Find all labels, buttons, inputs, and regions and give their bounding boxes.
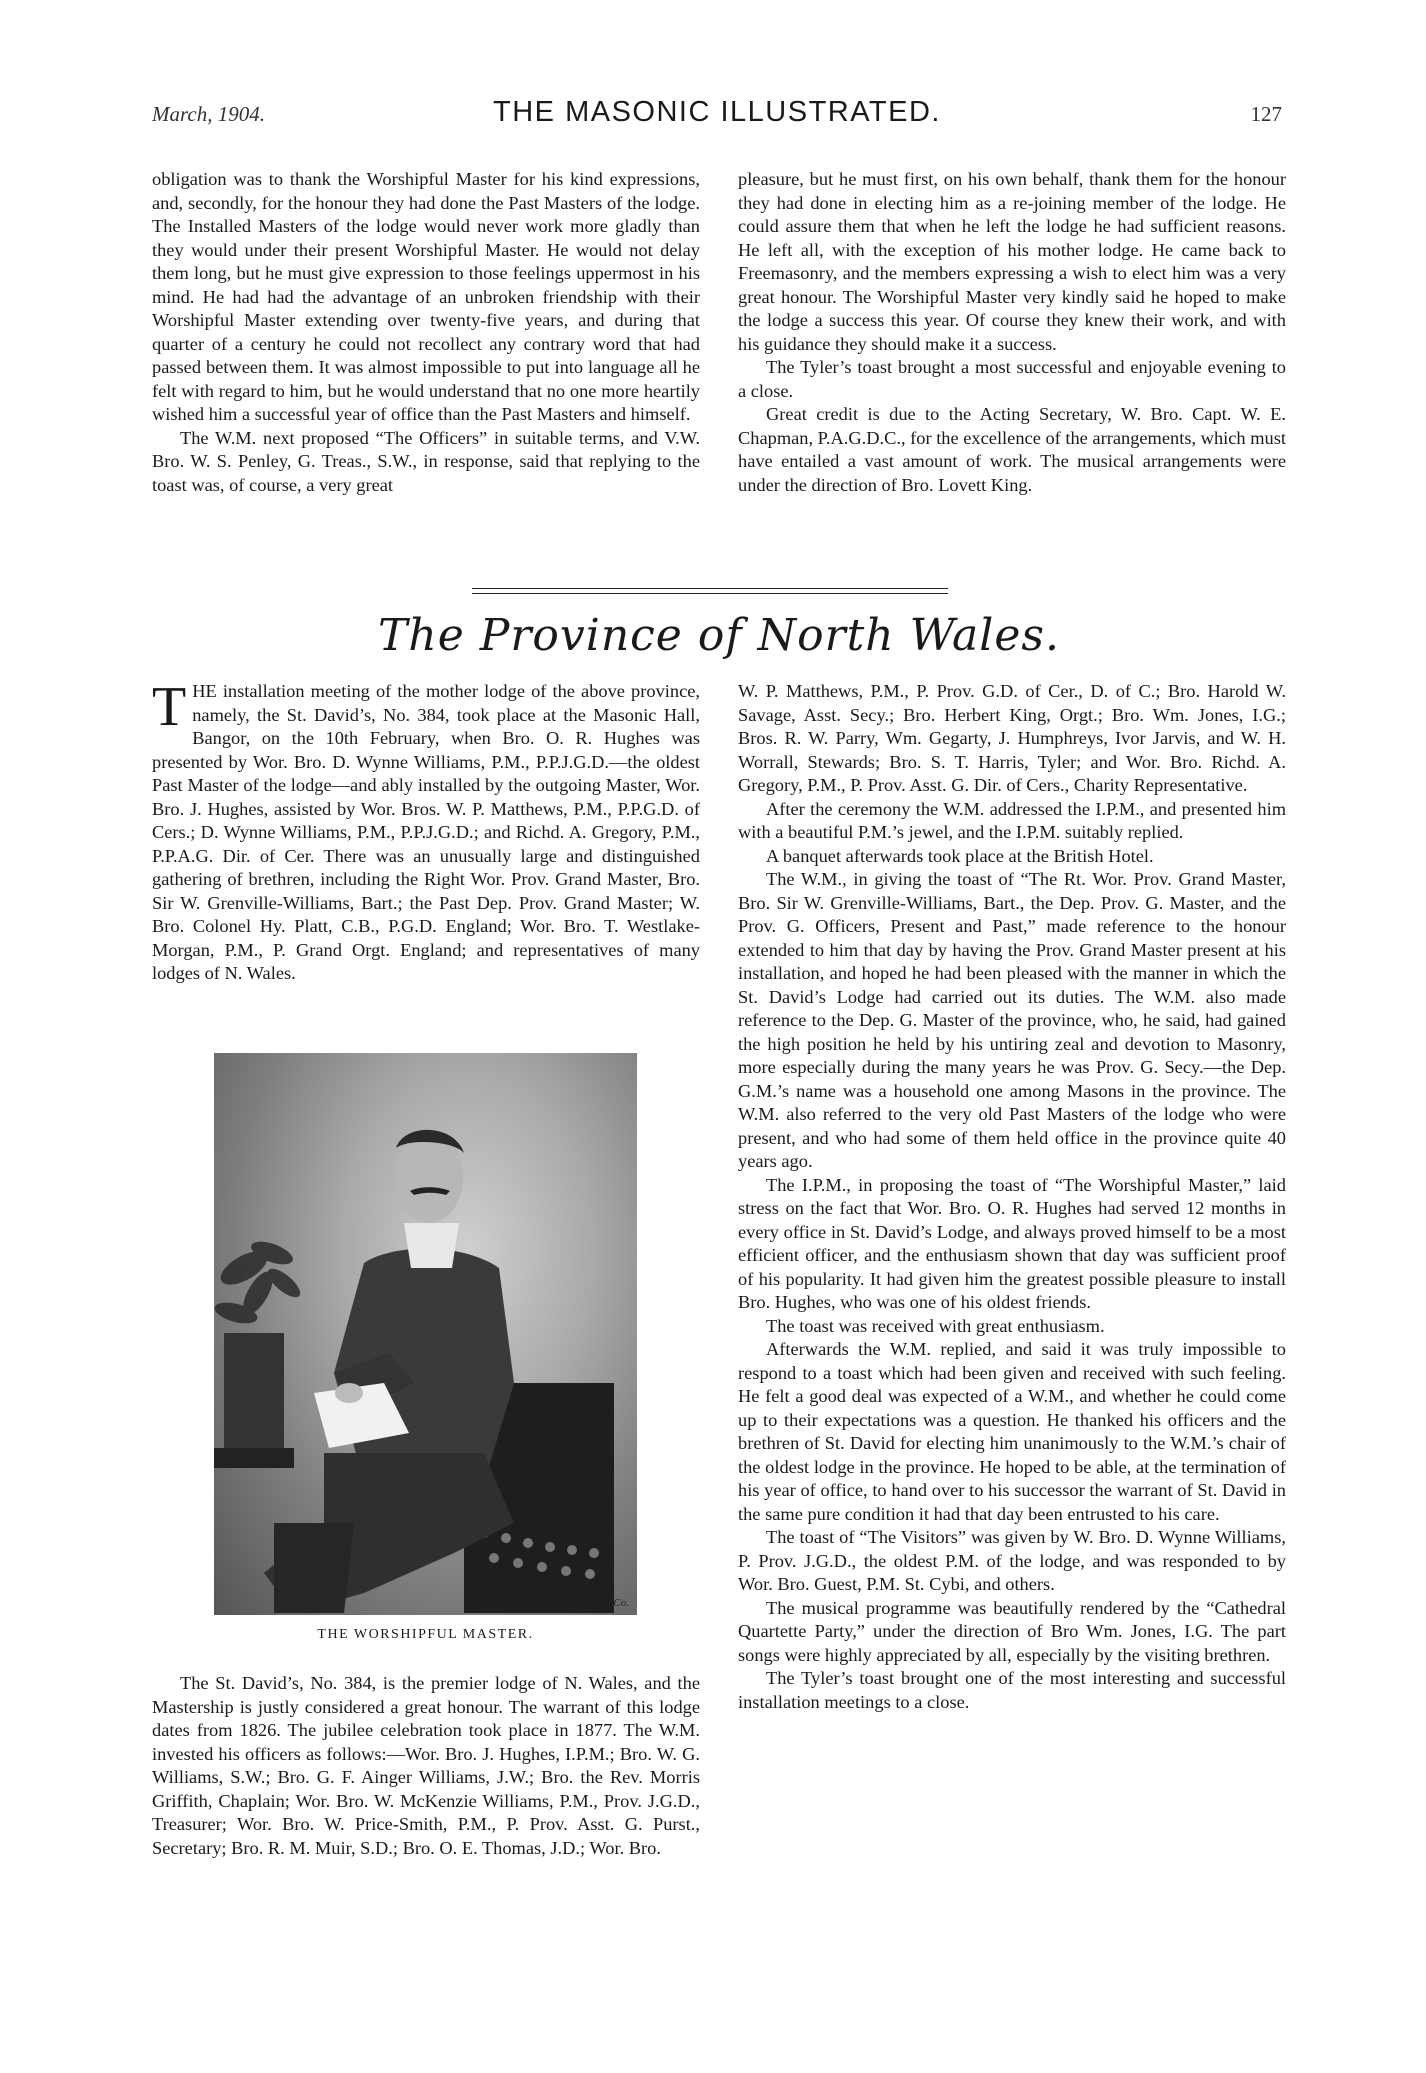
drop-cap: T <box>152 676 187 738</box>
column-1-top <box>152 168 700 497</box>
paragraph: The toast of “The Visitors” was given by W. Bro. D. Wynne Williams, P. Prov. J.G.D., the oldest P.M. of the lodge, and was responded to by Wor. Bro. Guest, P.M. St. Cybi, and others. <box>738 1527 1286 1594</box>
paragraph: The W.M. next proposed “The Officers” in suitable terms, and V.W. Bro. W. S. Penley, G. Treas., S.W., in response, said that replying to the toast was, of course, a very great <box>152 427 700 495</box>
paragraph: pleasure, but he must first, on his own behalf, thank them for the honour they had done in electing him as a re-joining member of the lodge. He could assure them that when he left the lodge he had sufficient reasons. He left all, with the exception of his mother lodge. He came back to Freemasonry, and the members expressing a wish to elect him was a very great honour. The Worshipful Master very kindly said he hoped to make the lodge a success this year. Of course they knew their work, and with his guidance they should make it a success. <box>738 169 1286 354</box>
paragraph: The W.M., in giving the toast of “The Rt. Wor. Prov. Grand Master, Bro. Sir W. Grenville-Williams, Bart., the Dep. Prov. G. Master, and the Prov. G. Officers, Present and Past,” made reference to the honour extended to him that day by having the Prov. Grand Master present at his installation, and hoped he had been pleased with the manner in which the St. David’s Lodge had carried out its duties. The W.M. also made reference to the Dep. G. Master of the province, who, he said, had gained the high position he held by his untiring zeal and devotion to Masonry, more especially during the many years he was Prov. G. Secy.—the Dep. G.M.’s name was a household one among Masons in the province. The W.M. also referred to the very old Past Masters of the lodge who were present, and who had some of them held office in the province quite 40 years ago. <box>738 869 1286 1171</box>
intro-paragraph <box>152 676 700 986</box>
column-1-bottom <box>152 1672 700 1860</box>
paragraph: After the ceremony the W.M. addressed the I.P.M., and presented him with a beautiful P.M.’s jewel, and the I.P.M. suitably replied. <box>738 798 1286 842</box>
page-number: 127 <box>1250 102 1282 126</box>
divider-rule <box>472 593 948 594</box>
engraver-credit: Bear Engr.Co. <box>565 1597 629 1609</box>
paragraph: Afterwards the W.M. replied, and said it was truly impossible to respond to a toast which had been given and received with such feeling. He felt a good deal was expected of a W.M., and whether he could come up to their expectations was a question. He thanked his officers and the brethren of St. David for electing him unanimously to the W.M.’s chair of the oldest lodge in the province. He hoped to be able, at the termination of his year of office, to hand over to his successor the warrant of St. David in the same pure condition it had that day been entrusted to his care. <box>738 1339 1286 1524</box>
divider-rule <box>472 588 948 589</box>
paragraph: Great credit is due to the Acting Secretary, W. Bro. Capt. W. E. Chapman, P.A.G.D.C., for the excellence of the arrangements, which must have entailed a vast amount of work. The musical arrangements were under the direction of Bro. Lovett King. <box>738 404 1286 495</box>
publication-title: THE MASONIC ILLUSTRATED. <box>493 96 941 128</box>
section-title: The Province of North Wales. <box>378 610 1060 661</box>
paragraph: obligation was to thank the Worshipful Master for his kind expressions, and, secondly, for the honour they had done the Past Masters of the lodge. The Installed Masters of the lodge would never work more gladly than they would under their present Worshipful Master. He would not delay them long, but he must give expression to those feelings uppermost in his mind. He had had the advantage of an unbroken friendship with their Worshipful Master extending over twenty-five years, and during that quarter of a century he could not recollect any contrary word that had passed between them. It was almost impossible to put into language all he felt with regard to him, but he would understand that no one more heartily wished him a successful year of office than the Past Masters and himself. <box>152 169 700 424</box>
running-header <box>152 98 1282 130</box>
column-2-article <box>738 680 1286 1714</box>
paragraph: The Tyler’s toast brought a most successful and enjoyable evening to a close. <box>738 357 1286 401</box>
column-2-top <box>738 168 1286 497</box>
paragraph: The Tyler’s toast brought one of the most interesting and successful installation meetings to a close. <box>738 1668 1286 1712</box>
paragraph: The toast was received with great enthusiasm. <box>766 1315 1105 1336</box>
paragraph: The musical programme was beautifully rendered by the “Cathedral Quartette Party,” under the direction of Bro Wm. Jones, I.G. The part songs were highly appreciated by all, especially by the visiting brethren. <box>738 1597 1286 1665</box>
portrait-photo <box>214 1053 637 1615</box>
column-1-article-intro <box>152 676 700 986</box>
paragraph: A banquet afterwards took place at the British Hotel. <box>766 845 1154 866</box>
paragraph: W. P. Matthews, P.M., P. Prov. G.D. of Cer., D. of C.; Bro. Harold W. Savage, Asst. Secy.; Bro. Herbert King, Orgt.; Bro. Wm. Jones, I.G.; Bros. R. W. Parry, Wm. Gegarty, J. Humphreys, Ivor Jarvis, and W. H. Worrall, Stewards; Bro. S. T. Harris, Tyler; and Wor. Bro. Richd. A. Gregory, P.M., P. Prov. Asst. G. Dir. of Cers., Charity Representative. <box>738 681 1286 795</box>
paragraph: The I.P.M., in proposing the toast of “The Worshipful Master,” laid stress on the fact that Wor. Bro. O. R. Hughes had served 12 months in every office in St. David’s Lodge, and always proved himself to be a most efficient officer, and the enthusiasm shown that day was sufficient proof of his popularity. It had given him the greatest possible pleasure to install Bro. Hughes, who was one of his oldest friends. <box>738 1174 1286 1312</box>
paragraph: The St. David’s, No. 384, is the premier lodge of N. Wales, and the Mastership is justly considered a great honour. The warrant of this lodge dates from 1826. The jubilee celebration took place in 1877. The W.M. invested his officers as follows:—Wor. Bro. J. Hughes, I.P.M.; Bro. W. G. Williams, S.W.; Bro. G. F. Ainger Williams, J.W.; Bro. the Rev. Morris Griffith, Chaplain; Wor. Bro. W. McKenzie Williams, P.M., Prov. J.G.D., Treasurer; Wor. Bro. W. Price-Smith, P.M., P. Prov. Asst. G. Purst., Secretary; Bro. R. M. Muir, S.D.; Bro. O. E. Thomas, J.D.; Wor. Bro. <box>152 1673 700 1858</box>
photo-caption: THE WORSHIPFUL MASTER. <box>317 1627 534 1642</box>
issue-date: March, 1904. <box>152 102 265 126</box>
portrait-illustration <box>214 1053 637 1615</box>
intro-text: HE installation meeting of the mother lodge of the above province, namely, the St. David’s, No. 384, took place at the Masonic Hall, Bangor, on the 10th February, when Bro. O. R. Hughes was presented by Wor. Bro. D. Wynne Williams, P.M., P.P.J.G.D.—the oldest Past Master of the lodge—and ably installed by the outgoing Master, Wor. Bro. J. Hughes, assisted by Wor. Bros. W. P. Matthews, P.M., P.P.G.D. of Cers.; D. Wynne Williams, P.M., P.P.J.G.D.; and Richd. A. Gregory, P.M., P.P.A.G. Dir. of Cer. There was an unusually large and distinguished gathering of brethren, including the Right Wor. Prov. Grand Master, Bro. Sir W. Grenville-Williams, Bart.; the Past Dep. Prov. Grand Master; W. Bro. Colonel Hy. Platt, C.B., P.G.D. England; Wor. Bro. T. Westlake-Morgan, P.M., P. Grand Orgt. England; and representatives of many lodges of N. Wales. <box>152 681 700 983</box>
